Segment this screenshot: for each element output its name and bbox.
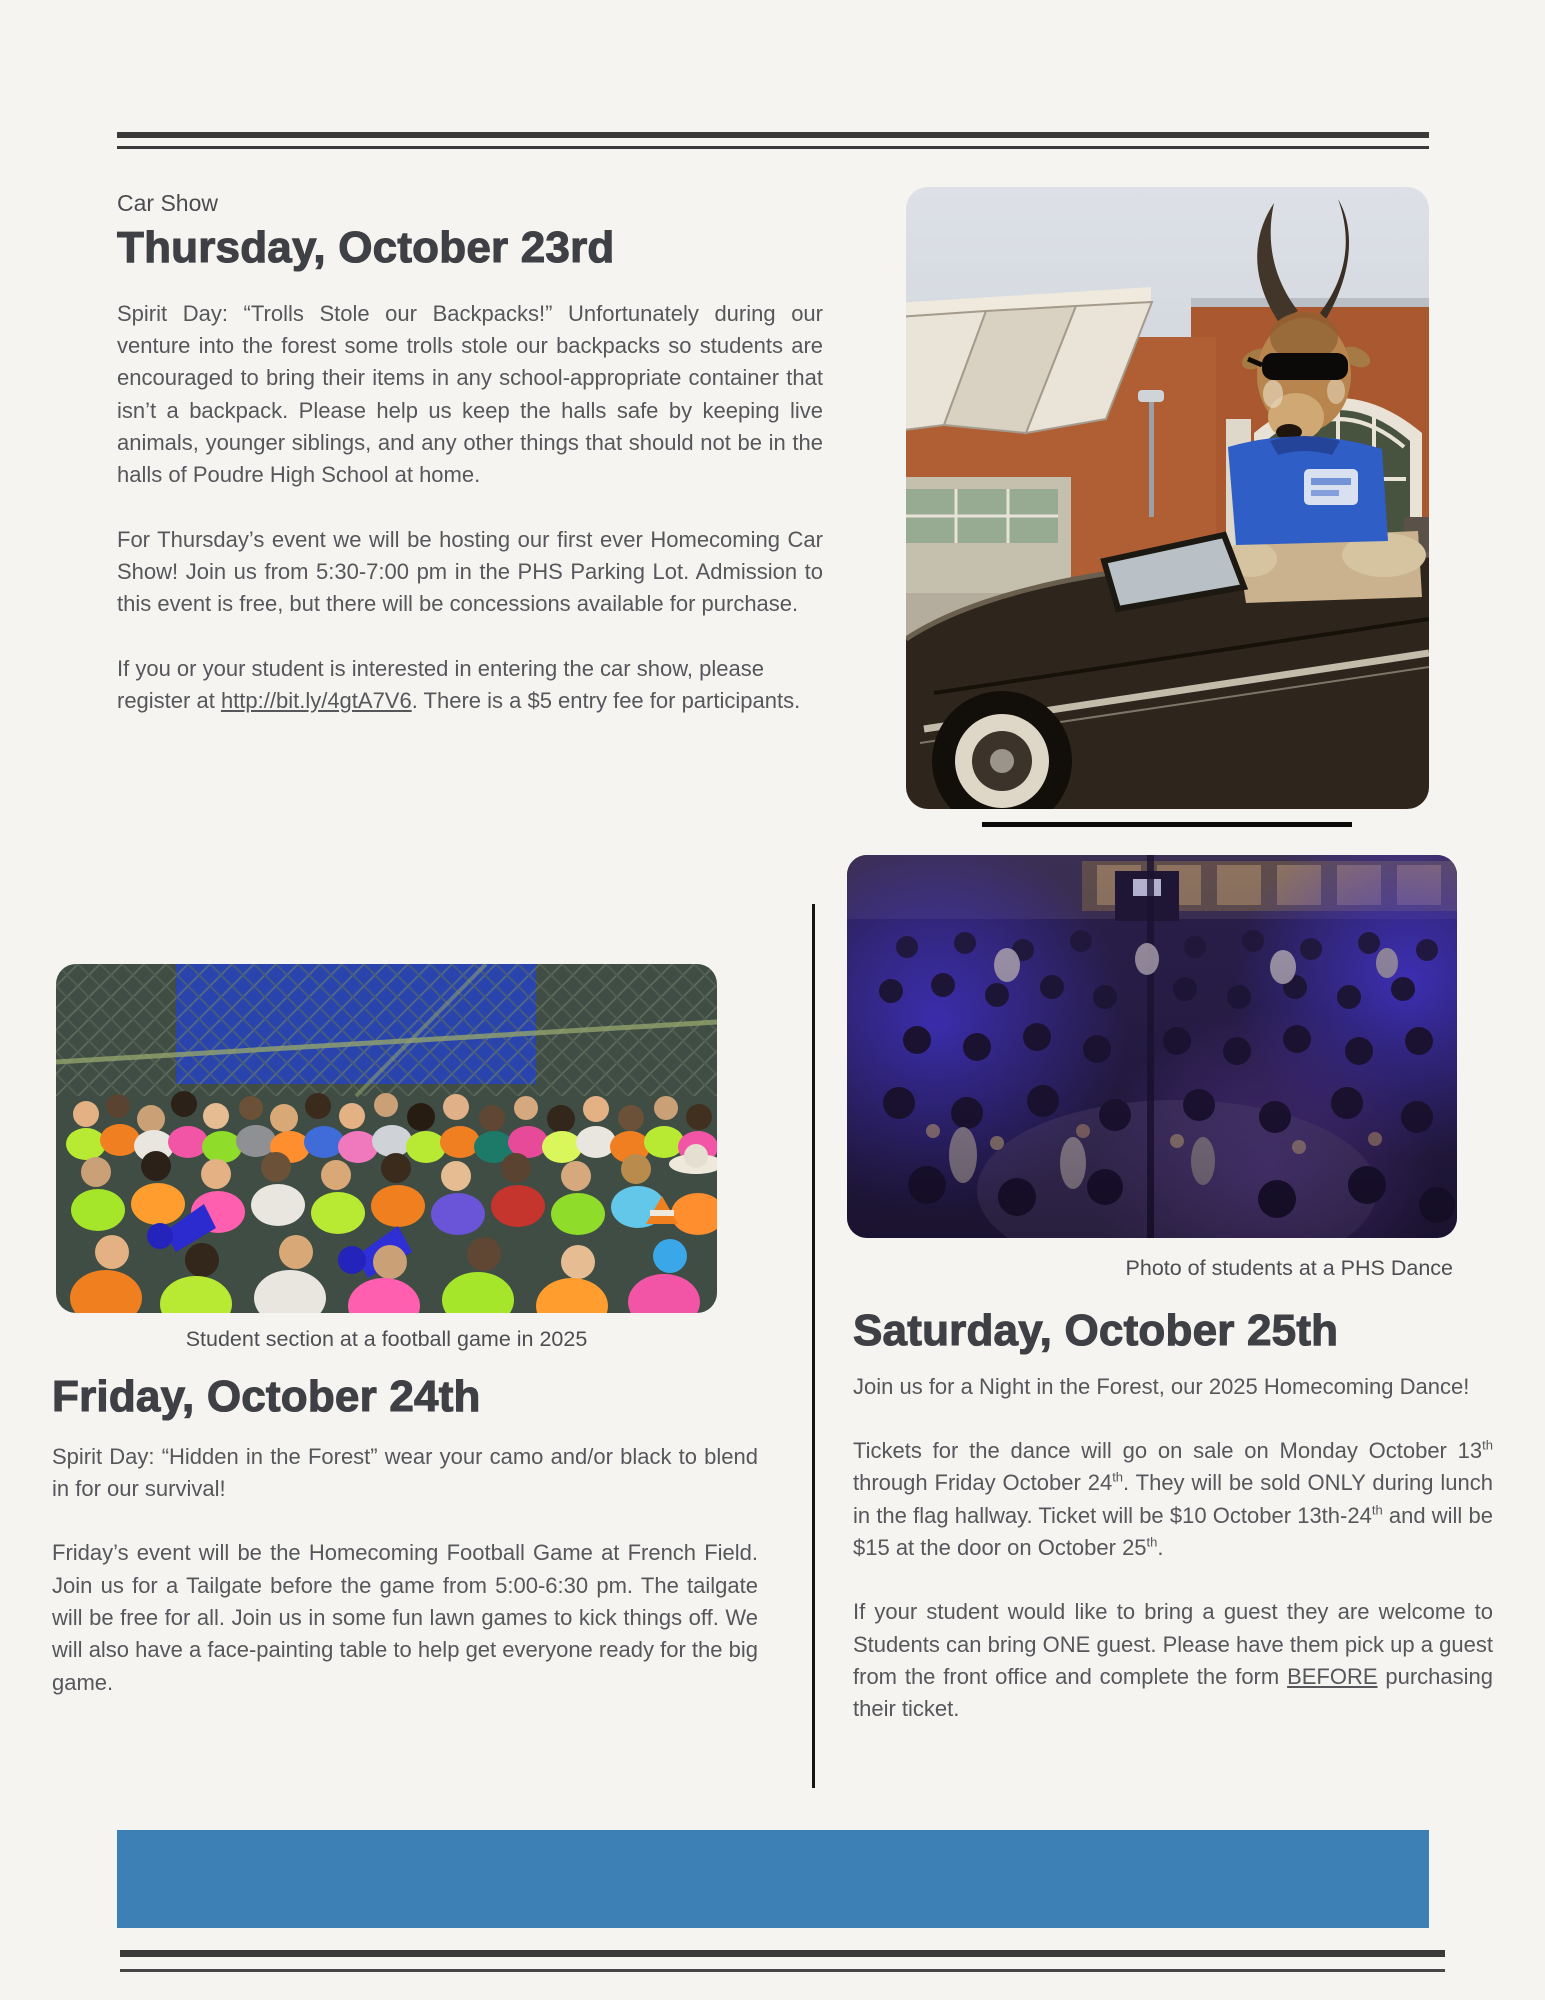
car-photo-underline bbox=[982, 822, 1352, 827]
friday-section bbox=[52, 1372, 758, 1699]
car-show-kicker: Car Show bbox=[117, 190, 218, 216]
car-show-mascot-photo bbox=[906, 187, 1429, 809]
saturday-paragraph-guest bbox=[853, 1596, 1493, 1725]
thursday-paragraph-register bbox=[117, 653, 823, 718]
guest-text: If your student would like to bring a guest they are welcome to Students can bring ONE guest. Please have them pick up a guest from the front office and complete the form bbox=[853, 1599, 1493, 1689]
register-text-after: . There is a $5 entry fee for participants. bbox=[411, 687, 801, 713]
thursday-body bbox=[117, 298, 823, 718]
thursday-section bbox=[117, 190, 823, 717]
register-text-before: If you or your student is interested in entering the car show, please register at bbox=[117, 655, 764, 713]
superscript-th: th bbox=[1371, 1502, 1383, 1518]
saturday-paragraph-intro: Join us for a Night in the Forest, our 2025 Homecoming Dance! bbox=[853, 1373, 1470, 1399]
saturday-body bbox=[853, 1371, 1493, 1726]
thursday-paragraph-spirit-day: Spirit Day: “Trolls Stole our Backpacks!” Unfortunately during our venture into the forest some trolls stole our backpacks so students are encouraged to bring their items in any school-appropriate container that isn’t a backpack. Please help us keep the halls safe by keeping live animals, younger siblings, and any other things that should not be in the halls of Poudre High School at home. bbox=[117, 300, 823, 488]
guest-text: purchasing their ticket. bbox=[853, 1663, 1493, 1722]
top-divider-line-thin bbox=[117, 146, 1429, 149]
guest-before-emphasis: BEFORE bbox=[1287, 1663, 1378, 1689]
saturday-paragraph-tickets bbox=[853, 1435, 1493, 1564]
footer-accent-bar bbox=[117, 1830, 1429, 1928]
phs-dance-photo bbox=[847, 855, 1457, 1238]
car-show-registration-link[interactable]: http://bit.ly/4gtA7V6 bbox=[220, 687, 412, 713]
tickets-text: . They will be sold ONLY during lunch in the flag hallway. Ticket will be $10 October 13th-24 bbox=[853, 1470, 1493, 1528]
vertical-divider bbox=[812, 904, 815, 1788]
tickets-text: Tickets for the dance will go on sale on Monday October 13 bbox=[853, 1437, 1483, 1463]
tickets-text: through Friday October 24 bbox=[853, 1470, 1113, 1496]
tickets-text: and will be $15 at the door on October 25 bbox=[853, 1502, 1493, 1560]
friday-heading: Friday, October 24th bbox=[52, 1372, 481, 1421]
bottom-divider-line-thick bbox=[120, 1950, 1445, 1957]
thursday-heading: Thursday, October 23rd bbox=[117, 223, 615, 272]
friday-paragraph-spirit-day: Spirit Day: “Hidden in the Forest” wear your camo and/or black to blend in for our survival! bbox=[52, 1443, 758, 1501]
crowd-photo-caption: Student section at a football game in 2025 bbox=[185, 1327, 588, 1351]
superscript-th: th bbox=[1146, 1534, 1158, 1550]
football-student-section-photo bbox=[56, 964, 717, 1313]
superscript-th: th bbox=[1112, 1469, 1124, 1485]
thursday-paragraph-car-show: For Thursday’s event we will be hosting our first ever Homecoming Car Show! Join us from 5:30-7:00 pm in the PHS Parking Lot. Admission to this event is free, but there will be concessions available for purchase. bbox=[117, 526, 823, 617]
saturday-section bbox=[853, 1306, 1493, 1726]
friday-paragraph-game: Friday’s event will be the Homecoming Football Game at French Field. Join us for a Tailgate before the game from 5:00-6:30 pm. The tailgate will be free for all. Join us in some fun lawn games to kick things off. We will also have a face-painting table to help get everyone ready for the big game. bbox=[52, 1540, 758, 1695]
top-divider-line-thick bbox=[117, 132, 1429, 138]
friday-body bbox=[52, 1441, 758, 1699]
dance-photo-caption: Photo of students at a PHS Dance bbox=[1125, 1256, 1453, 1280]
saturday-heading: Saturday, October 25th bbox=[853, 1306, 1339, 1355]
tickets-text: . bbox=[1157, 1534, 1164, 1560]
bottom-divider-line-thin bbox=[120, 1969, 1445, 1972]
superscript-th: th bbox=[1482, 1437, 1493, 1453]
